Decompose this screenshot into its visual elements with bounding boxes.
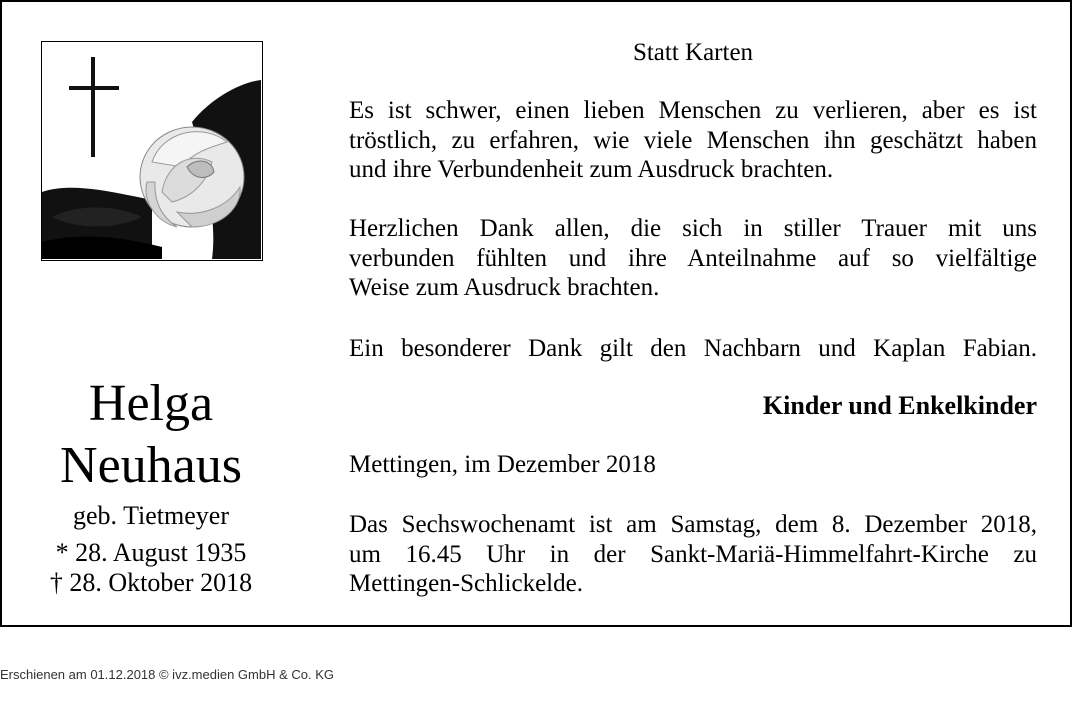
publication-footer: Erschienen am 01.12.2018 © ivz.medien GmbH & Co. KG <box>0 667 335 682</box>
text-line: und ihre Verbundenheit zum Ausdruck brachten. <box>349 156 834 183</box>
paragraph-thanks-2 <box>349 214 1037 303</box>
notice-heading: Statt Karten <box>632 39 754 66</box>
first-name: Helga <box>88 375 214 432</box>
rose-image <box>42 42 261 259</box>
text-line: Es ist schwer, einen lieben Menschen zu verlieren, aber es ist <box>349 97 1037 124</box>
signature: Kinder und Enkelkinder <box>762 391 1037 420</box>
death-date: † 28. Oktober 2018 <box>49 568 253 597</box>
birth-date: * 28. August 1935 <box>55 538 247 567</box>
text-line: verbunden fühlten und ihre Anteilnahme auf so vielfältige <box>349 244 1037 272</box>
text-line: Mettingen-Schlickelde. <box>349 570 583 597</box>
text-line: tröstlich, zu erfahren, wie viele Menschen ihn geschätzt haben <box>349 126 1037 154</box>
maiden-name: geb. Tietmeyer <box>73 501 229 530</box>
last-name: Neuhaus <box>60 437 242 494</box>
text-line: Das Sechswochenamt ist am Samstag, dem 8. Dezember 2018, <box>349 511 1037 538</box>
text-line: Herzlichen Dank allen, die sich in stiller Trauer mit uns <box>349 215 1037 242</box>
place-date: Mettingen, im Dezember 2018 <box>349 451 656 478</box>
text-line: Weise zum Ausdruck brachten. <box>349 274 660 301</box>
paragraph-thanks-1 <box>349 96 1037 185</box>
paragraph-thanks-3 <box>349 334 1037 364</box>
text-line: Ein besonderer Dank gilt den Nachbarn und Kaplan Fabian. <box>349 335 1037 362</box>
text-line: um 16.45 Uhr in der Sankt-Mariä-Himmelfahrt-Kirche zu <box>349 540 1037 568</box>
cross-icon <box>69 57 119 157</box>
paragraph-service <box>349 510 1037 599</box>
cross-rose-image <box>41 41 263 261</box>
